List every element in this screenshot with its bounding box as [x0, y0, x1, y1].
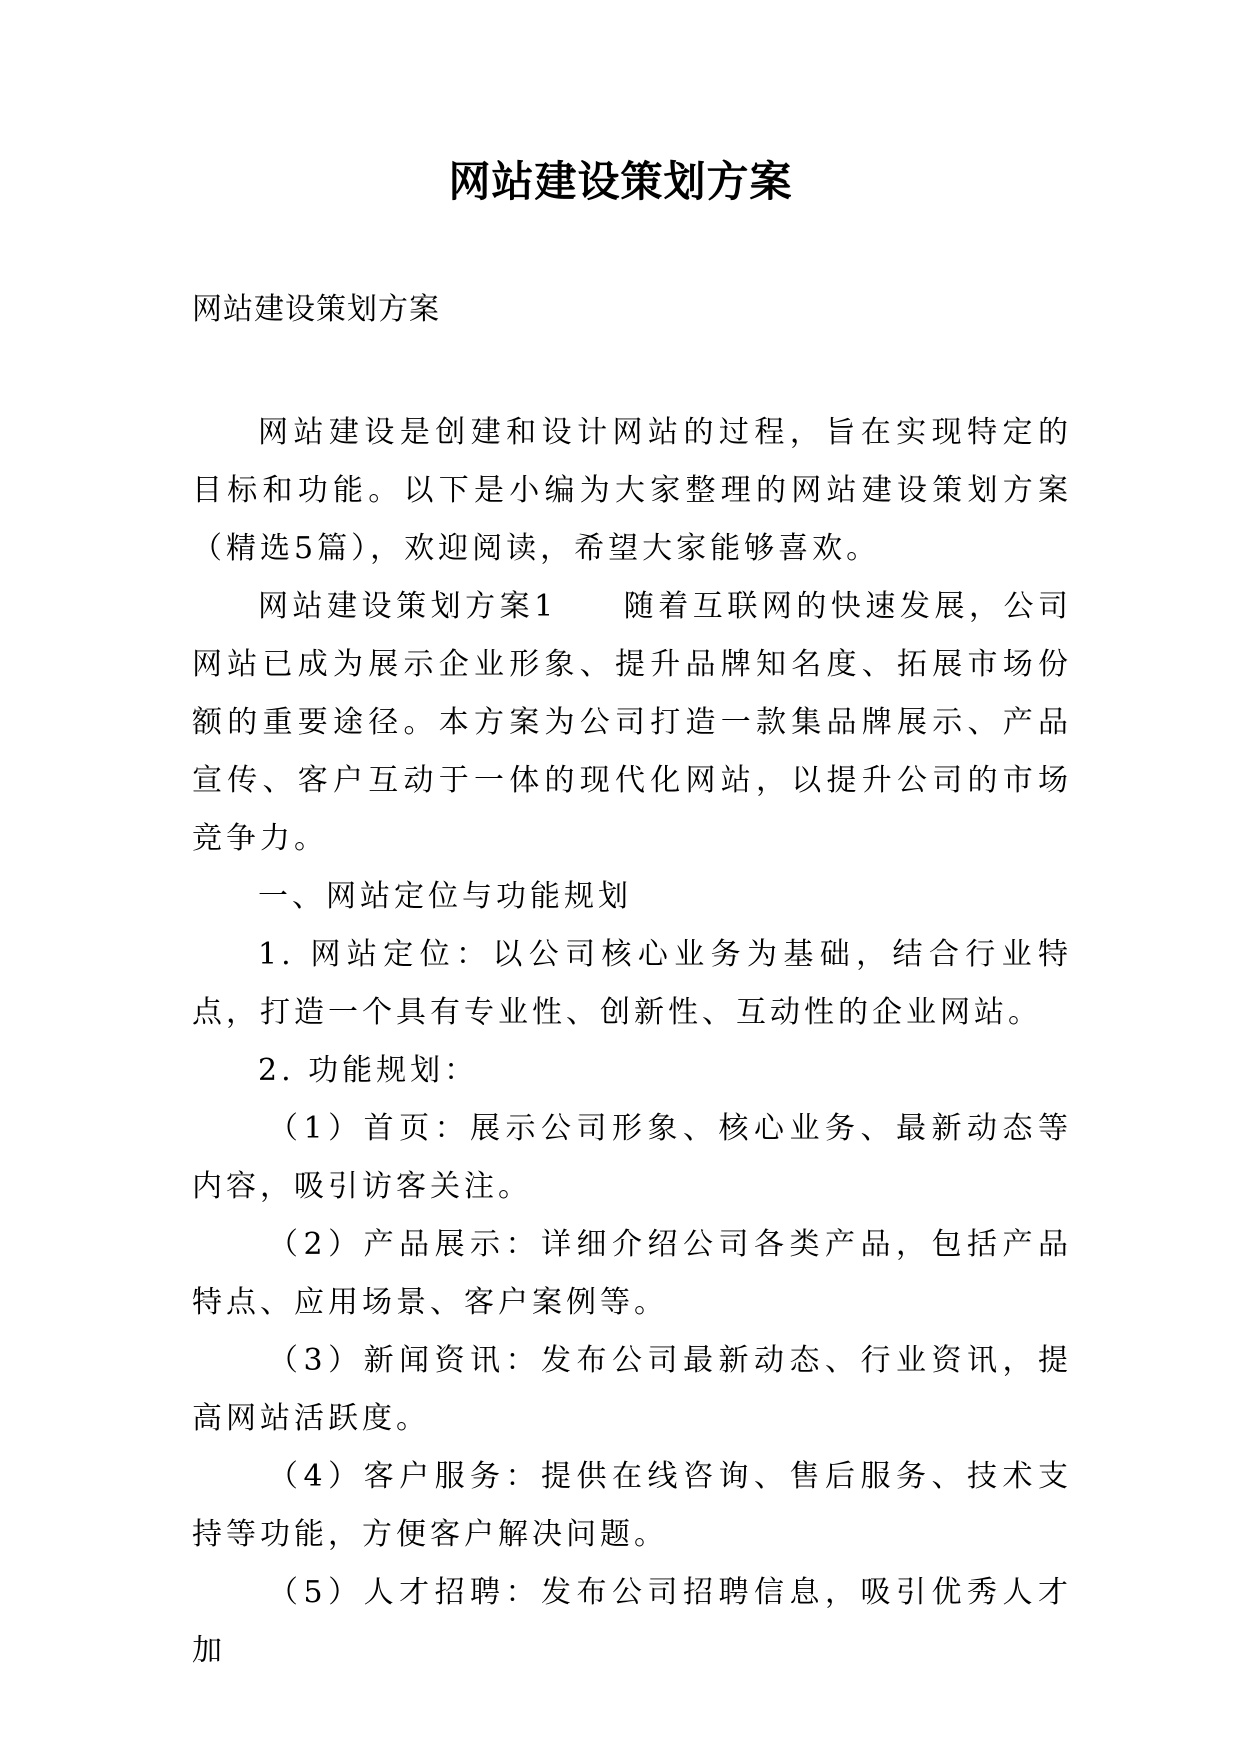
- sub4-paragraph: （4）客户服务：提供在线咨询、售后服务、技术支持等功能，方便客户解决问题。: [192, 1459, 1072, 1552]
- document-subtitle: 网站建设策划方案: [192, 292, 440, 327]
- section1-text: 随着互联网的快速发展，公司网站已成为展示企业形象、提升品牌知名度、拓展市场份额的重要途径。本方案为公司打造一款集品牌展示、产品宣传、客户互动于一体的现代化网站，以提升公司的市场竞争力。: [192, 589, 1073, 856]
- sub3-paragraph: （3）新闻资讯：发布公司最新动态、行业资讯，提高网站活跃度。: [192, 1343, 1072, 1436]
- sub2-paragraph: （2）产品展示：详细介绍公司各类产品，包括产品特点、应用场景、客户案例等。: [192, 1227, 1072, 1320]
- item1-paragraph: 1. 网站定位：以公司核心业务为基础，结合行业特点，打造一个具有专业性、创新性、互动性的企业网站。: [192, 937, 1072, 1030]
- sub5-paragraph: （5）人才招聘：发布公司招聘信息，吸引优秀人才加: [192, 1575, 1072, 1668]
- item2-paragraph: 2. 功能规划：: [258, 1053, 479, 1088]
- sub1-paragraph: （1）首页：展示公司形象、核心业务、最新动态等内容，吸引访客关注。: [192, 1111, 1072, 1204]
- part1-heading: 一、网站定位与功能规划: [258, 879, 632, 914]
- document-body: [192, 404, 1072, 1680]
- section1-paragraph: [192, 578, 1072, 868]
- document-title: 网站建设策划方案: [448, 157, 793, 206]
- section1-heading: 网站建设策划方案1: [258, 589, 558, 624]
- intro-paragraph: 网站建设是创建和设计网站的过程，旨在实现特定的目标和功能。以下是小编为大家整理的网站建设策划方案（精选5篇），欢迎阅读，希望大家能够喜欢。: [192, 415, 1072, 566]
